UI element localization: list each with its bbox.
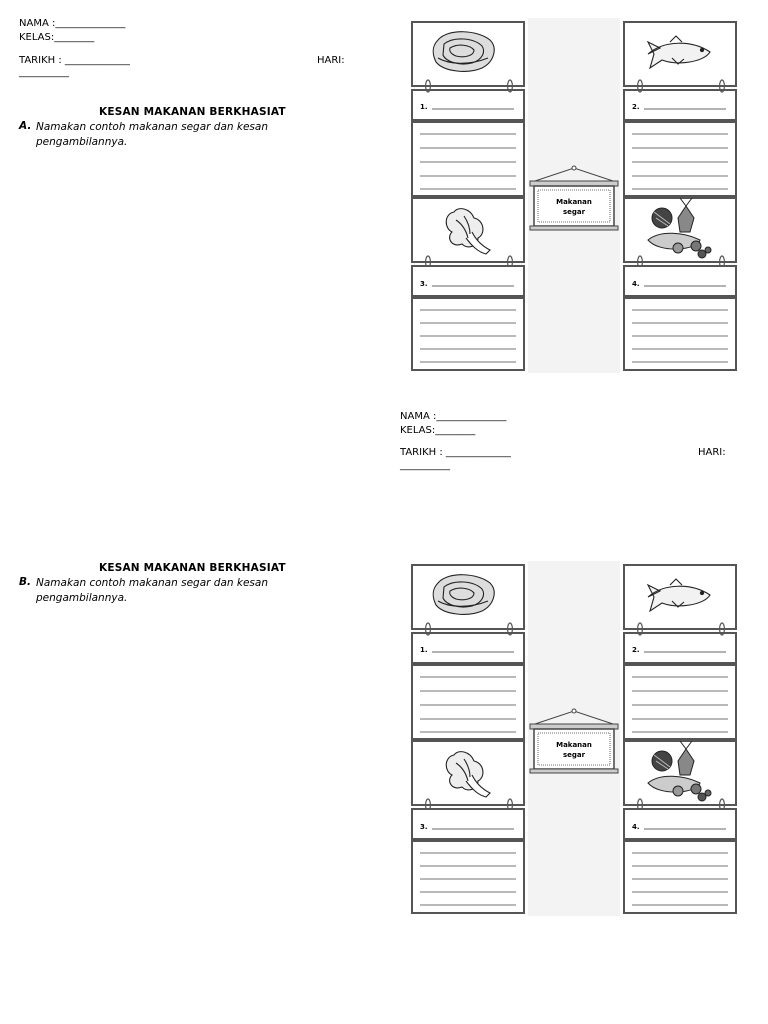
card-1	[412, 80, 524, 196]
card-2	[624, 623, 736, 739]
section-a-title: KESAN MAKANAN BERKHASIAT	[99, 106, 286, 118]
section-a-question: Namakan contoh makanan segar dan kesan pengambilannya.	[36, 121, 268, 148]
day-line-2: __________	[400, 460, 450, 471]
panel-fruits	[624, 198, 736, 268]
section-b-title: KESAN MAKANAN BERKHASIAT	[99, 562, 286, 574]
number-2: 2.	[632, 103, 640, 111]
panel-vegetable	[412, 198, 524, 268]
card-4	[624, 266, 736, 370]
number-3: 3.	[420, 280, 428, 288]
worksheet-a	[408, 18, 738, 373]
worksheet-b	[408, 561, 738, 916]
panel-fish	[624, 565, 736, 629]
card-1	[412, 623, 524, 739]
number-2: 2.	[632, 646, 640, 654]
number-3: 3.	[420, 823, 428, 831]
number-1: 1.	[420, 646, 428, 654]
name-field-2: NAMA :______________	[400, 411, 507, 422]
section-a-label: A.	[19, 120, 32, 132]
section-b-question: Namakan contoh makanan segar dan kesan pengambilannya.	[36, 577, 268, 604]
meat-icon	[433, 575, 494, 615]
panel-fish	[624, 22, 736, 86]
section-b-label: B.	[19, 576, 31, 588]
sign-line-1: Makanan	[556, 198, 592, 206]
panel-meat	[412, 565, 524, 629]
card-3	[412, 266, 524, 370]
panel-fruits	[624, 741, 736, 811]
class-field-2: KELAS:________	[400, 425, 476, 436]
panel-meat	[412, 22, 524, 86]
number-4: 4.	[632, 823, 640, 831]
date-field: TARIKH : _____________	[19, 55, 130, 66]
day-line: __________	[19, 67, 69, 78]
number-1: 1.	[420, 103, 428, 111]
sign-line-1: Makanan	[556, 741, 592, 749]
card-2	[624, 80, 736, 196]
name-field: NAMA :______________	[19, 18, 126, 29]
card-3	[412, 809, 524, 913]
sign-line-2: segar	[562, 208, 586, 216]
day-field: HARI:	[317, 55, 345, 66]
number-4: 4.	[632, 280, 640, 288]
date-field-2: TARIKH : _____________	[400, 447, 511, 458]
sign-line-2: segar	[562, 751, 586, 759]
panel-vegetable	[412, 741, 524, 811]
day-field-2: HARI:	[698, 447, 726, 458]
meat-icon	[433, 32, 494, 72]
class-field: KELAS:________	[19, 32, 95, 43]
card-4	[624, 809, 736, 913]
